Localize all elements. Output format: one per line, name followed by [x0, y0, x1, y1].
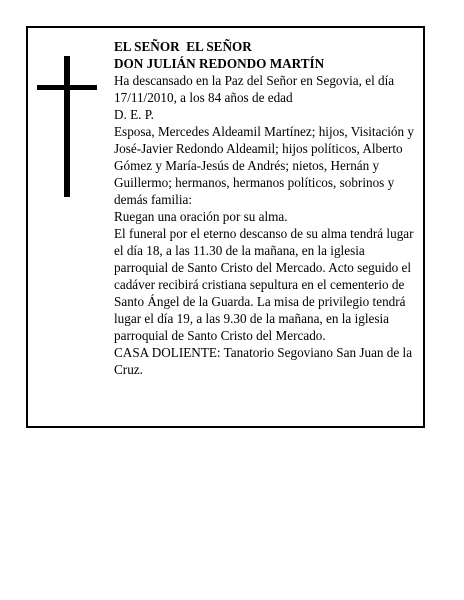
funeral-details-paragraph: El funeral por el eterno descanso de su alma tendrá lugar el día 18, a las 11.30 de la mañana, en la iglesia parroquial de Santo Cristo del Mercado. Acto seguido el cadáver recibirá cristiana sepultura en el cementerio de Santo Ángel de la Guarda. La misa de privilegio tendrá lugar el día 19, a las 9.30 de la mañana, en la iglesia parroquial de Santo Cristo del Mercado.: [114, 226, 414, 343]
cross-horizontal-bar: [37, 85, 97, 90]
rip-line: D. E. P.: [114, 107, 154, 122]
notice-body: [114, 38, 422, 378]
cross-vertical-bar: [64, 56, 70, 197]
mourning-house: CASA DOLIENTE: Tanatorio Segoviano San Juan de la Cruz.: [114, 345, 413, 377]
notice-heading-line-1: EL SEÑOR EL SEÑOR: [114, 39, 252, 54]
family-paragraph: Esposa, Mercedes Aldeamil Martínez; hijos, Visitación y José-Javier Redondo Aldeamil; hijos políticos, Alberto Gómez y María-Jesús de Andrés; nietos, Hernán y Guillermo; hermanos, hermanos políticos, sobrinos y demás familia:: [114, 124, 415, 207]
notice-heading-line-2: DON JULIÁN REDONDO MARTÍN: [114, 56, 325, 71]
prayer-request: Ruegan una oración por su alma.: [114, 209, 288, 224]
announcement-paragraph: Ha descansado en la Paz del Señor en Segovia, el día 17/11/2010, a los 84 años de edad: [114, 73, 395, 105]
